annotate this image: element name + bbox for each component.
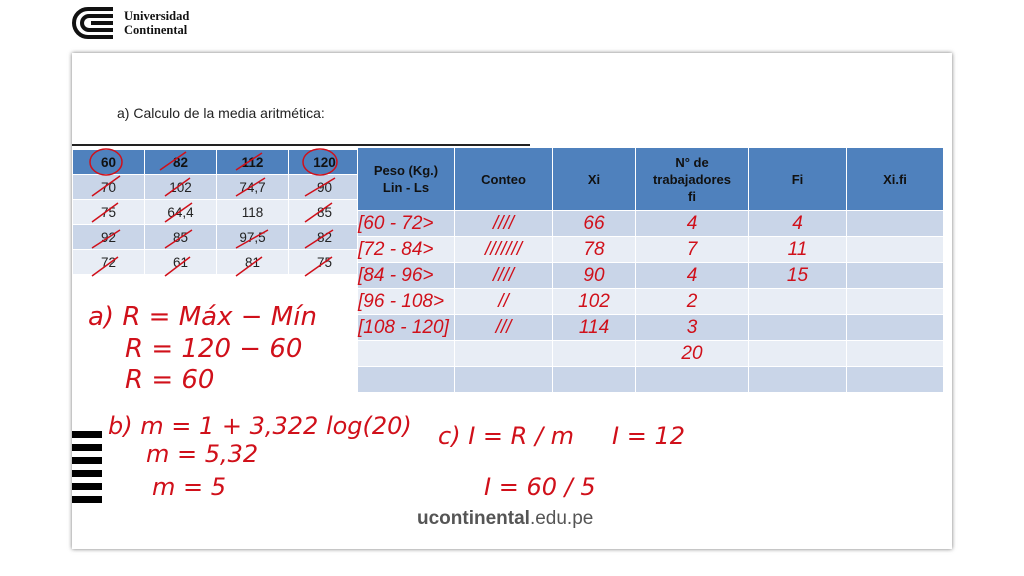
freq-table-cell: ////	[455, 211, 553, 237]
freq-table-header-cell: Fi	[749, 148, 847, 211]
freq-table-cell: 78	[553, 237, 636, 263]
freq-table-header-cell: Conteo	[455, 148, 553, 211]
formula-range-line2: R = 120 − 60	[125, 334, 303, 364]
raw-table-cell: 61	[145, 250, 217, 275]
freq-table-cell: 4	[636, 211, 749, 237]
freq-table-cell: 66	[553, 211, 636, 237]
freq-table-cell: 4	[749, 211, 847, 237]
freq-table-cell: 11	[749, 237, 847, 263]
freq-table-cell: 4	[636, 263, 749, 289]
freq-table-cell: ///////	[455, 237, 553, 263]
raw-table-cell: 81	[217, 250, 289, 275]
raw-table-cell: 72	[73, 250, 145, 275]
raw-table-cell: 82	[289, 225, 361, 250]
freq-table-cell: [84 - 96>	[358, 263, 455, 289]
freq-table-cell: 90	[553, 263, 636, 289]
raw-table-cell: 85	[289, 200, 361, 225]
slide-heading: a) Calculo de la media aritmética:	[117, 105, 325, 121]
freq-table-cell: [96 - 108>	[358, 289, 455, 315]
freq-table-cell: ////	[455, 263, 553, 289]
raw-table-cell: 82	[145, 150, 217, 175]
freq-table-header-cell: Xi.fi	[847, 148, 944, 211]
freq-table-cell: [108 - 120]	[358, 315, 455, 341]
raw-table-cell: 70	[73, 175, 145, 200]
freq-table-cell: 15	[749, 263, 847, 289]
raw-table-cell: 118	[217, 200, 289, 225]
freq-table-cell: 102	[553, 289, 636, 315]
logo-text-line2: Continental	[124, 23, 188, 37]
freq-table-cell: [72 - 84>	[358, 237, 455, 263]
freq-table-cell: 20	[636, 341, 749, 367]
freq-table-cell: ///	[455, 315, 553, 341]
freq-table-cell: //	[455, 289, 553, 315]
freq-table-cell: [60 - 72>	[358, 211, 455, 237]
footer-url-rest: .edu.pe	[529, 508, 594, 529]
freq-table-cell: 114	[553, 315, 636, 341]
freq-table-header-cell: N° de trabajadores fi	[636, 148, 749, 211]
freq-table-header-cell: Peso (Kg.) Lin - Ls	[358, 148, 455, 211]
formula-range-line1: a) R = Máx − Mín	[88, 302, 317, 332]
raw-table-cell: 64,4	[145, 200, 217, 225]
formula-width-line2: I = 12	[612, 422, 685, 450]
formula-width-line3: I = 60 / 5	[484, 473, 596, 501]
raw-table-cell: 120	[289, 150, 361, 175]
raw-table-cell: 97,5	[217, 225, 289, 250]
formula-intervals-line2: m = 5,32	[146, 440, 259, 468]
raw-table-cell: 90	[289, 175, 361, 200]
raw-table-cell: 75	[73, 200, 145, 225]
raw-table-cell: 112	[217, 150, 289, 175]
freq-table-cell: 2	[636, 289, 749, 315]
raw-table-cell: 85	[145, 225, 217, 250]
raw-table-cell: 92	[73, 225, 145, 250]
raw-table-cell: 75	[289, 250, 361, 275]
logo-text-line1: Universidad	[124, 9, 190, 23]
formula-intervals-line3: m = 5	[152, 473, 227, 501]
raw-table-cell: 60	[73, 150, 145, 175]
raw-table-cell: 102	[145, 175, 217, 200]
raw-table-cell: 74,7	[217, 175, 289, 200]
formula-width-line1: c) I = R / m	[438, 422, 575, 450]
freq-table-cell: 3	[636, 315, 749, 341]
formula-range-line3: R = 60	[125, 365, 215, 395]
footer-url-bold: ucontinental	[417, 508, 530, 529]
freq-table-cell: 7	[636, 237, 749, 263]
formula-intervals-line1: b) m = 1 + 3,322 log(20)	[108, 412, 412, 440]
freq-table-header-cell: Xi	[553, 148, 636, 211]
